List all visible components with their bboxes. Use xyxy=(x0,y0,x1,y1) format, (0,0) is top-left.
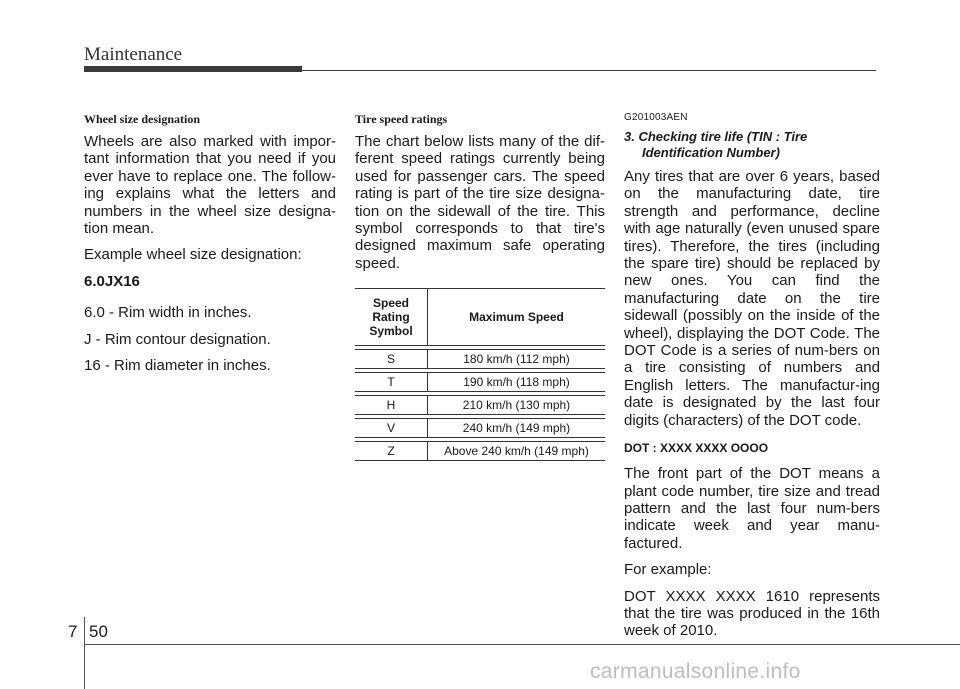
page-number-divider xyxy=(84,617,85,644)
header-speed-symbol: Speed Rating Symbol xyxy=(355,289,428,346)
rating-symbol: S xyxy=(355,350,428,369)
wheel-size-paragraph: Wheels are also marked with impor-tant information that you need if you ever have to replace one. The follow-ing explains what the letters and numbers in the wheel size designa-tion mean. xyxy=(84,133,336,238)
rim-contour-item: J - Rim contour designation. xyxy=(84,330,271,348)
dot-code-label: DOT : XXXX XXXX OOOO xyxy=(624,441,769,456)
dot-explanation-paragraph: The front part of the DOT means a plant code number, tire size and tread pattern and the last four num-bers indicate week and year manu-factured. xyxy=(624,465,880,552)
page-header-title: Maintenance xyxy=(84,44,183,65)
speed-rating-table xyxy=(355,288,605,461)
step-heading-tin: 3. Checking tire life (TIN : Tire Identification Number) xyxy=(624,129,808,160)
rating-speed: 210 km/h (130 mph) xyxy=(428,396,606,415)
page-number: 50 xyxy=(89,622,108,641)
column-speed-ratings xyxy=(355,112,605,461)
header-rule xyxy=(302,70,876,71)
rating-symbol: Z xyxy=(355,442,428,461)
rating-symbol: H xyxy=(355,396,428,415)
column-wheel-size xyxy=(84,112,336,383)
rating-speed: 180 km/h (112 mph) xyxy=(428,350,606,369)
rim-diameter-item: 16 - Rim diameter in inches. xyxy=(84,357,271,375)
rating-speed: 240 km/h (149 mph) xyxy=(428,419,606,438)
rating-symbol: T xyxy=(355,373,428,392)
dot-example-paragraph: DOT XXXX XXXX 1610 represents that the tire was produced in the 16th week of 2010. xyxy=(624,587,880,640)
example-label: Example wheel size designation: xyxy=(84,246,302,264)
footer-rule xyxy=(84,644,960,645)
section-code: G201003AEN xyxy=(624,112,688,123)
table-header-row xyxy=(355,289,605,346)
tire-life-paragraph: Any tires that are over 6 years, based on the manufacturing date, tire strength and performance, decline with age naturally (even unused spare tires). Therefore, the tires (including the spare tire) should be replaced by new ones. You can find the manufacturing date on the tire sidewall (possibly on the inside of the wheel), displaying the DOT Code. The DOT Code is a series of num-bers on a tire consisting of numbers and English letters. The manufactur-ing date is designated by the last four digits (characters) of the DOT code. xyxy=(624,168,880,429)
header-max-speed: Maximum Speed xyxy=(428,289,606,346)
rating-speed: 190 km/h (118 mph) xyxy=(428,373,606,392)
table-row xyxy=(355,350,605,369)
heading-speed-ratings: Tire speed ratings xyxy=(355,112,448,126)
header-bar xyxy=(84,66,302,72)
watermark-text: carmanualsonline.info xyxy=(590,660,801,683)
footer-vertical-rule xyxy=(84,644,85,689)
speed-ratings-paragraph: The chart below lists many of the dif-ferent speed ratings currently being used for passenger cars. The speed rating is part of the tire size designa-tion on the sidewall of the tire. This symbol corresponds to that tire's designed maximum safe operating speed. xyxy=(355,133,605,272)
heading-wheel-size: Wheel size designation xyxy=(84,112,200,126)
rating-symbol: V xyxy=(355,419,428,438)
table-row xyxy=(355,442,605,461)
table-row xyxy=(355,373,605,392)
column-tire-life xyxy=(624,112,880,649)
chapter-number: 7 xyxy=(68,622,78,641)
table-row xyxy=(355,419,605,438)
rim-width-item: 6.0 - Rim width in inches. xyxy=(84,304,252,322)
rating-speed: Above 240 km/h (149 mph) xyxy=(428,442,606,461)
example-code: 6.0JX16 xyxy=(84,272,140,290)
for-example-label: For example: xyxy=(624,561,712,579)
table-row xyxy=(355,396,605,415)
